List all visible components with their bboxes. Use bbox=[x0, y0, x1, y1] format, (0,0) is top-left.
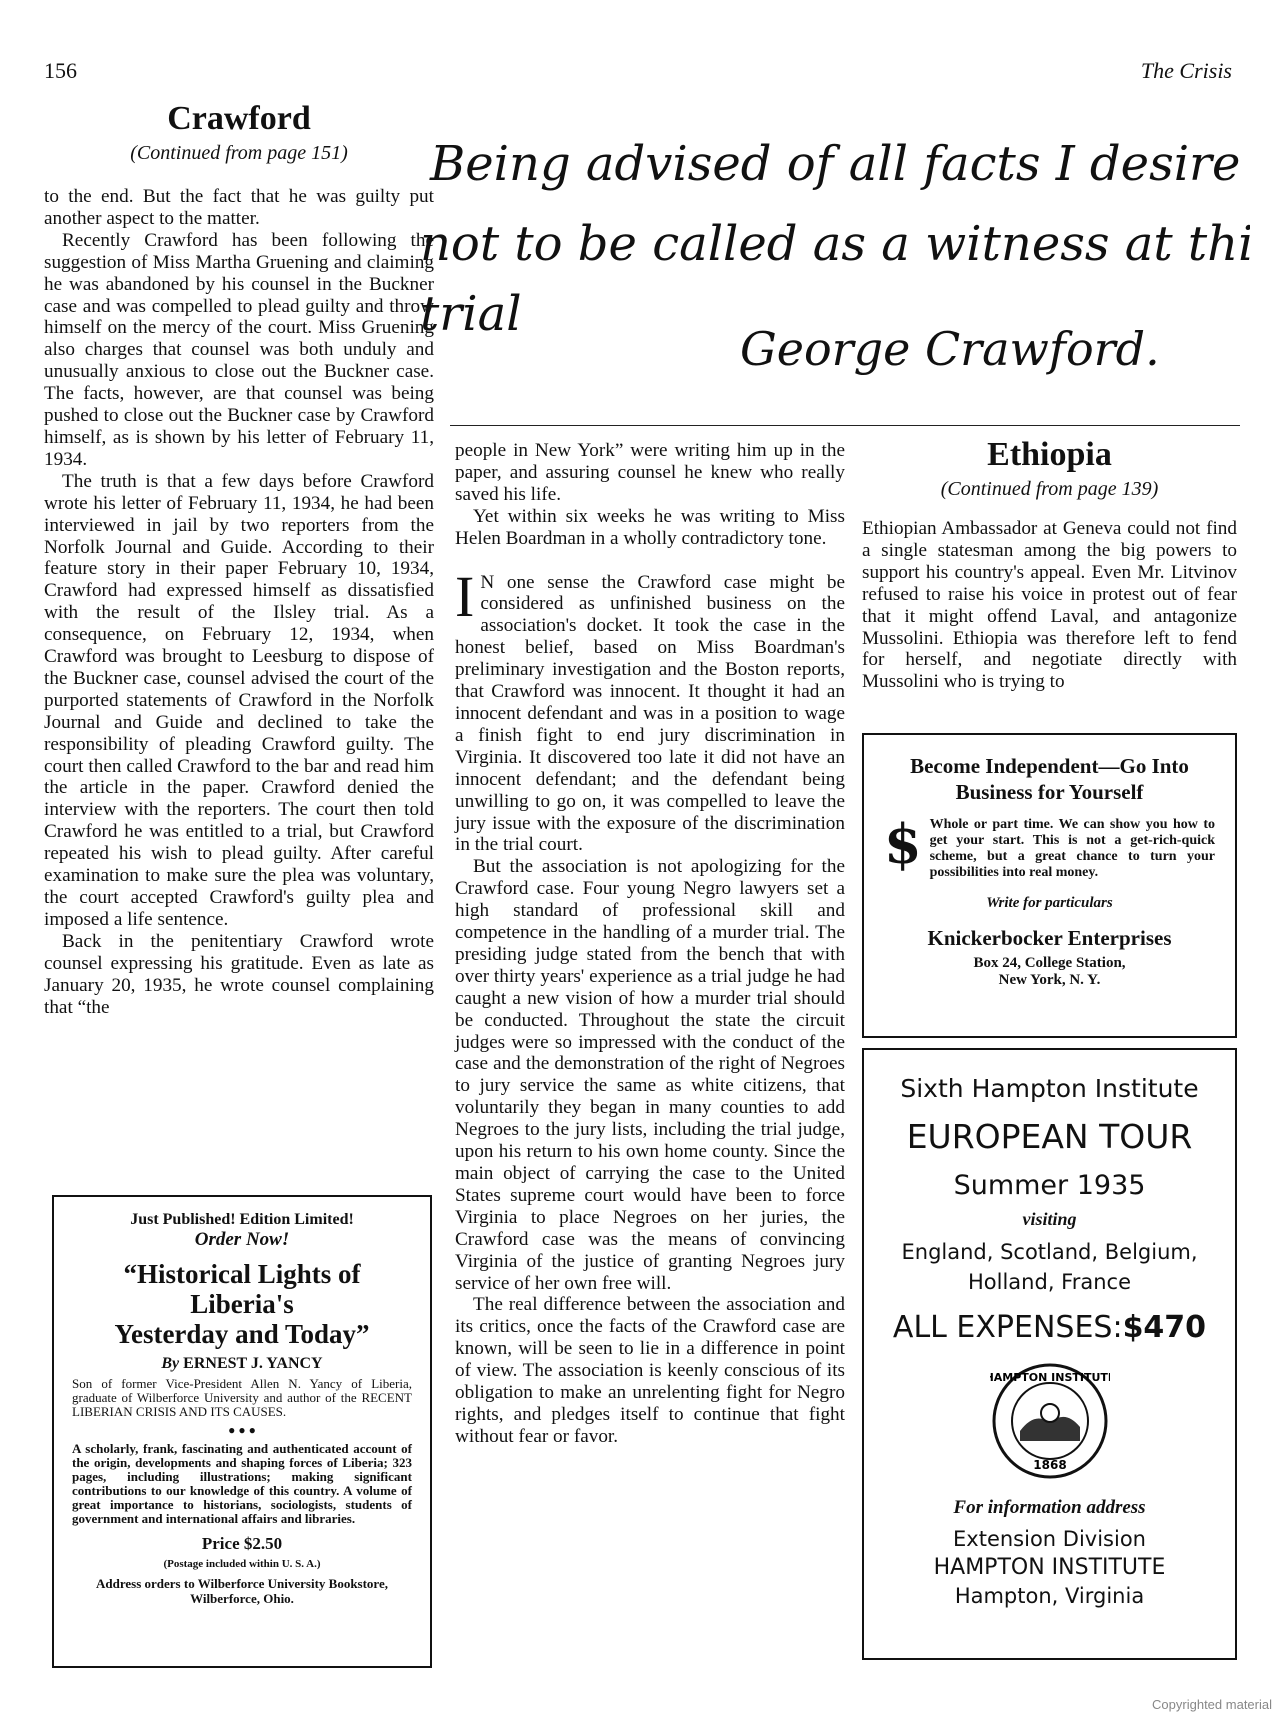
paragraph: Yet within six weeks he was writing to Miss Helen Boardman in a wholly contradictory tone. bbox=[455, 505, 845, 549]
paragraph: Ethiopian Ambassador at Geneva could not find a single statesman among the big powers to support his country's appeal. Even Mr. Litvinov refused to raise his voice in protest out of fear that it might offend Laval, and antagonize Mussolini. Ethiopia was therefore left to fend for herself, and negotiate directly with Mussolini who is trying to bbox=[862, 518, 1237, 693]
page-number: 156 bbox=[44, 58, 77, 83]
crawford-column-left bbox=[44, 186, 434, 1018]
ad-liberia-author: ERNEST J. YANCY bbox=[183, 1355, 323, 1372]
ad-liberia bbox=[52, 1195, 432, 1668]
ad-liberia-by: By bbox=[161, 1355, 180, 1372]
hampton-seal bbox=[876, 1361, 1223, 1485]
ad-liberia-price: Price $2.50 bbox=[201, 1534, 283, 1553]
ad-hampton-expenses bbox=[876, 1310, 1223, 1345]
paragraph: people in New York” were writing him up in the paper, and assuring counsel he knew who really saved his life. bbox=[455, 440, 845, 505]
crawford-continued: (Continued from page 151) bbox=[130, 142, 348, 164]
ad-business-address-1: Box 24, College Station, bbox=[973, 955, 1126, 971]
ad-liberia-title-2: Liberia's bbox=[190, 1289, 294, 1319]
crawford-title: Crawford bbox=[167, 100, 311, 137]
paragraph-drop-cap: IN one sense the Crawford case might be considered as unfinished business on the association's docket. It took the case in the honest belief, based on Miss Boardman's preliminary investigation and the Boston reports, that Crawford was innocent. It thought it had an innocent defendant and was in a position to wage a finish fight to end jury discrimination in Virginia. It discovered too late it did not have an innocent defendant; and the defendant being unwilling to go on, it was compelled to leave the jury issue with the exposure of the discrimination in the trial court. bbox=[455, 563, 845, 856]
ad-liberia-description: A scholarly, frank, fascinating and authenticated account of the origin, developments and shaping forces of Liberia; 323 pages, including illustrations; making significant contributions to our knowledge of this country. A volume of great importance to historians, sociologists, students of government and international affairs and libraries. bbox=[72, 1441, 412, 1526]
ad-liberia-author-line bbox=[72, 1355, 412, 1373]
handwriting-line-3: trial bbox=[420, 286, 522, 342]
ad-liberia-bio: Son of former Vice-President Allen N. Yancy of Liberia, graduate of Wilberforce University and author of the RECENT LIBERIAN CRISIS AND ITS CAUSES. bbox=[72, 1376, 412, 1419]
dollar-icon: $ bbox=[884, 812, 922, 876]
ad-hampton-visiting: visiting bbox=[1022, 1209, 1077, 1229]
paragraph: The truth is that a few days before Crawford wrote his letter of February 11, 1934, he had been interviewed in jail by two reporters from the Norfolk Journal and Guide. According to their feature story in their paper February 10, 1934, Crawford had expressed himself as dissatisfied with the result of the Ilsley trial. As a consequence, on February 12, 1934, when Crawford was brought to Leesburg to dispose of the Buckner case, counsel advised the court of the purported statements of Crawford in the Norfolk Journal and Guide and declined to take the responsibility of pleading Crawford guilty. The court then called Crawford to the bar and read him the article in the paper. Crawford denied the interview with the reporters. The court then told Crawford he was entitled to a trial, but Crawford repeated his wish to plead guilty. After careful examination to make sure the plea was voluntary, the court accepted Crawford's guilty plea and imposed a life sentence. bbox=[44, 470, 434, 930]
ad-liberia-line2: Order Now! bbox=[194, 1229, 290, 1250]
ad-hampton-location: Hampton, Virginia bbox=[954, 1584, 1145, 1608]
ad-business-address-2: New York, N. Y. bbox=[998, 972, 1101, 988]
ad-business-write: Write for particulars bbox=[986, 895, 1113, 911]
paragraph: to the end. But the fact that he was guilty put another aspect to the matter. bbox=[44, 186, 434, 229]
ad-liberia-dots: ● ● ● bbox=[228, 1423, 256, 1437]
crawford-heading-block bbox=[44, 100, 434, 165]
ad-liberia-title-3: Yesterday and Today” bbox=[114, 1319, 370, 1349]
ad-hampton bbox=[862, 1048, 1237, 1660]
paragraph: The real difference between the association and its critics, once the facts of the Crawford case are known, will be seen to lie in a difference in point of view. The association is keenly conscious of its obligation to make an unrelenting fight for Negro rights, and pledges itself to continue that fight without fear or favor. bbox=[455, 1294, 845, 1447]
paragraph: But the association is not apologizing for the Crawford case. Four young Negro lawyers set a high standard of professional skill and competence in the handling of a murder trial. The presiding judge stated from the bench that with over thirty years' experience as a trial judge he had caught a new vision of how a murder trial should be conducted. Throughout the state the circuit judges were so impressed with the conduct of the case and the demonstration of the right of Negroes to jury service the same as white citizens, that voluntarily they began in many counties to add Negroes to the jury lists, including the trial judge, upon his return to his own home county. Since the main object of carrying the case to the United States supreme court would have been to force Virginia to place Negroes on her juries, the Crawford case was the means of convincing Virginia of the justice of granting Negroes jury service of her own free will. bbox=[455, 856, 845, 1294]
seal-year: 1868 bbox=[1032, 1458, 1067, 1472]
ad-hampton-line2: EUROPEAN TOUR bbox=[906, 1117, 1193, 1156]
ad-business-company: Knickerbocker Enterprises bbox=[927, 926, 1172, 950]
seal-text: HAMPTON INSTITUTE bbox=[989, 1371, 1110, 1384]
ad-business-body-block bbox=[884, 812, 1215, 881]
handwritten-note bbox=[420, 110, 1250, 405]
journal-title: The Crisis bbox=[1140, 58, 1232, 83]
handwriting-line-2: not to be called as a witness at this bbox=[420, 216, 1250, 272]
ad-hampton-line3: Summer 1935 bbox=[953, 1170, 1146, 1201]
ad-liberia-address: Address orders to Wilberforce University Bookstore, Wilberforce, Ohio. bbox=[96, 1576, 388, 1606]
ad-liberia-line1: Just Published! Edition Limited! bbox=[130, 1211, 354, 1228]
section-divider bbox=[450, 425, 1240, 426]
expenses-label: ALL EXPENSES: bbox=[892, 1310, 1123, 1345]
ad-business bbox=[862, 733, 1237, 1038]
ad-hampton-line1: Sixth Hampton Institute bbox=[900, 1074, 1199, 1103]
paragraph: Recently Crawford has been following the suggestion of Miss Martha Gruening and claiming he was abandoned by his counsel in the Buckner case and was compelled to plead guilty and throw himself on the mercy of the court. Miss Gruening also charges that counsel was both unduly and unusually anxious to close out the Buckner case. The facts, however, are that counsel was being pushed to close out the Buckner case by Crawford himself, as is shown by his letter of February 11, 1934. bbox=[44, 229, 434, 470]
ad-hampton-institute: HAMPTON INSTITUTE bbox=[933, 1555, 1166, 1580]
ad-hampton-countries-2: Holland, France bbox=[968, 1270, 1131, 1294]
hampton-seal-icon bbox=[990, 1361, 1110, 1481]
copyright-notice: Copyrighted material bbox=[1152, 1697, 1272, 1712]
ad-hampton-division: Extension Division bbox=[953, 1527, 1146, 1551]
ad-business-headline: Become Independent—Go Into Business for Yourself bbox=[910, 754, 1189, 804]
handwriting-line-1: Being advised of all facts I desire bbox=[430, 136, 1241, 192]
crawford-column-middle bbox=[455, 440, 845, 1448]
ad-liberia-title-1: “Historical Lights of bbox=[123, 1259, 361, 1289]
ad-hampton-info: For information address bbox=[953, 1497, 1146, 1518]
handwritten-signature: George Crawford. bbox=[740, 322, 1160, 376]
ad-business-body: Whole or part time. We can show you how to get your start. This is not a get-rich-quick scheme, but a great chance to turn your possibilities into real money. bbox=[929, 817, 1215, 880]
ad-hampton-countries-1: England, Scotland, Belgium, bbox=[901, 1240, 1198, 1264]
handwritten-note-image bbox=[420, 110, 1250, 400]
ethiopia-continued: (Continued from page 139) bbox=[940, 478, 1159, 500]
expenses-price: $470 bbox=[1122, 1310, 1207, 1345]
ethiopia-title: Ethiopia bbox=[987, 436, 1112, 473]
ethiopia-column bbox=[862, 518, 1237, 693]
ethiopia-heading-block bbox=[862, 436, 1237, 501]
paragraph: Back in the penitentiary Crawford wrote counsel expressing his gratitude. Even as late as January 20, 1935, he wrote counsel complaining that “the bbox=[44, 930, 434, 1018]
ad-liberia-postage: (Postage included within U. S. A.) bbox=[163, 1558, 321, 1570]
